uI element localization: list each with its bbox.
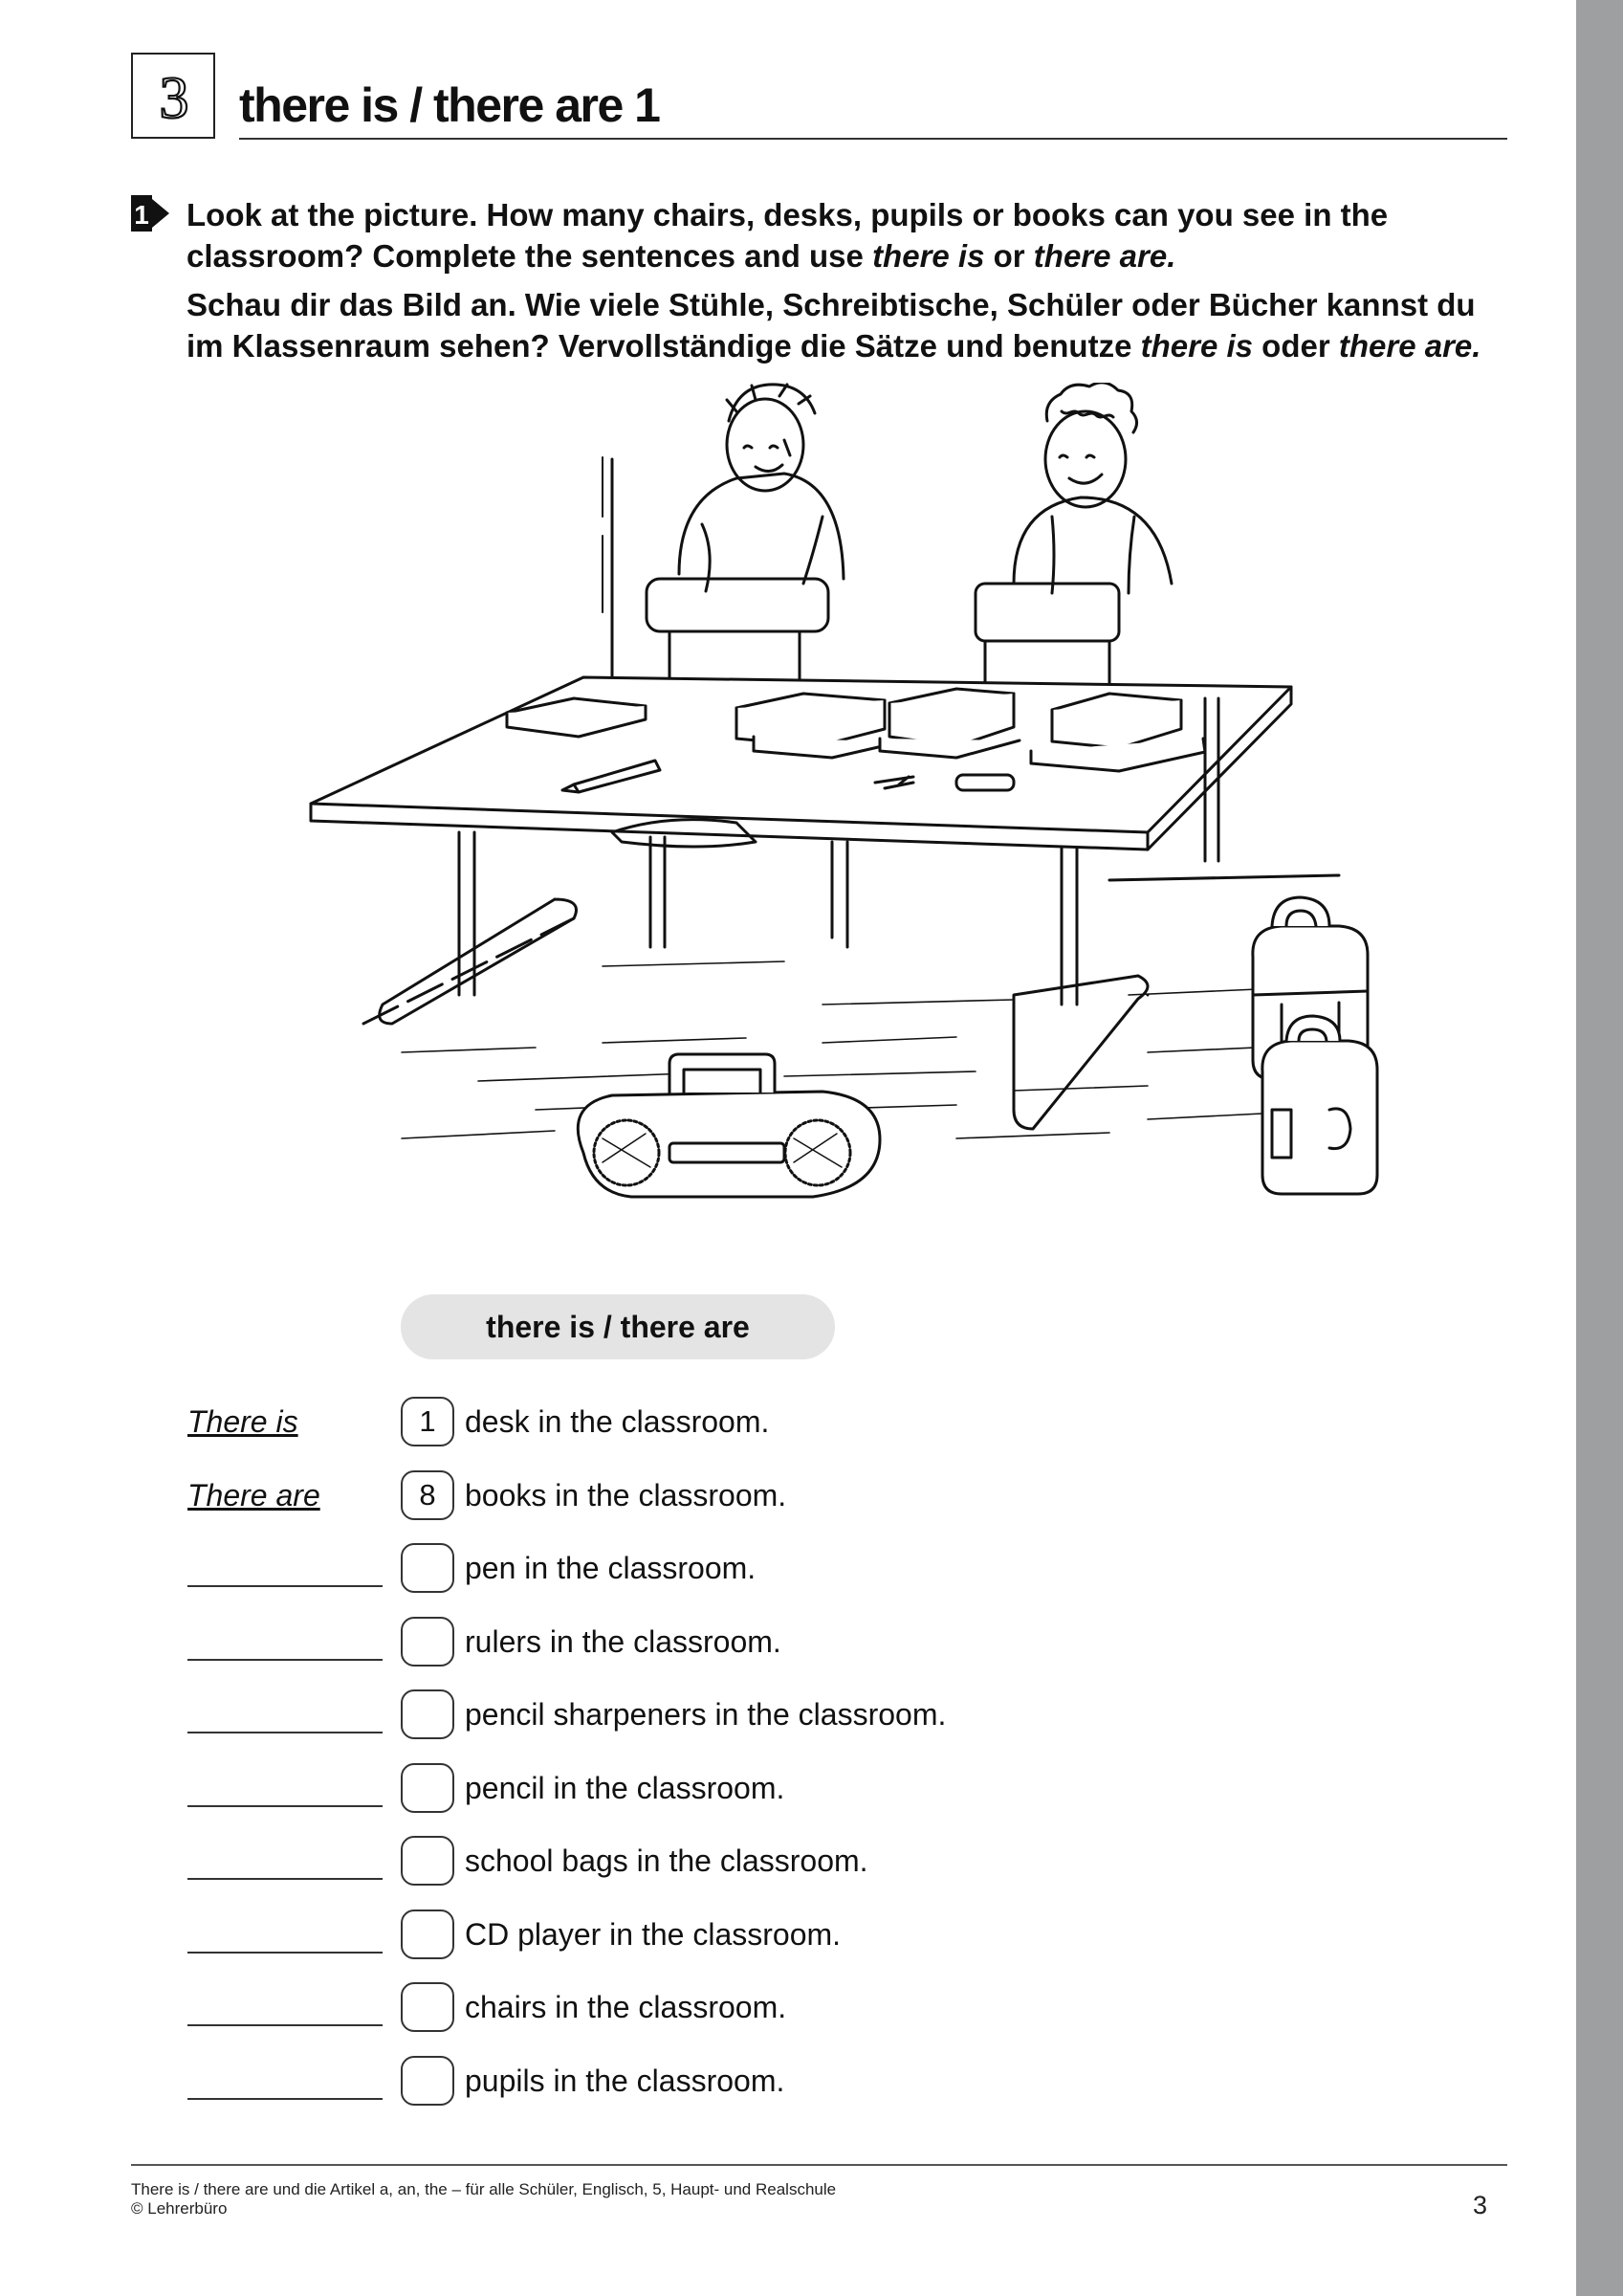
sentence-text: books in the classroom. [465, 1477, 787, 1512]
sentence-row [0, 1686, 1530, 1743]
sentence-text: pen in the classroom. [465, 1551, 757, 1585]
answer-blank[interactable] [187, 1775, 383, 1807]
sentence-row [0, 1978, 1530, 2036]
count-box[interactable] [401, 1689, 454, 1739]
answer-blank[interactable] [187, 1994, 383, 2026]
instruction-text: Look at the picture. How many chairs, desks, pupils or books can you see in the classroom? Complete the sentences and use [186, 197, 1389, 274]
instruction-english [186, 194, 1516, 276]
count-box[interactable]: 8 [401, 1470, 454, 1520]
footer-source: There is / there are und die Artikel a, an, the – für alle Schüler, Englisch, 5, Haupt- und Realschule [131, 2180, 837, 2198]
count-box[interactable] [401, 1910, 454, 1959]
sentence-text: CD player in the classroom. [465, 1916, 842, 1952]
exercise-number: 1 [134, 200, 149, 230]
instruction-text: or [984, 238, 1034, 274]
sentence-row [0, 1832, 1530, 1889]
sentence-row [0, 1467, 1530, 1524]
page-number: 3 [1473, 2191, 1488, 2219]
count-box[interactable] [401, 1982, 454, 2032]
exercise-number-icon [129, 193, 171, 233]
count-box[interactable] [401, 2056, 454, 2106]
chapter-number: 3 [159, 66, 189, 131]
answer-blank[interactable] [187, 1404, 383, 1439]
answer-text: There are [187, 1477, 320, 1512]
sentence-text: school bags in the classroom. [465, 1843, 868, 1878]
school-bags [1253, 897, 1377, 1194]
footer-text [131, 2180, 836, 2219]
title-underline [239, 138, 1507, 140]
answer-blank[interactable] [187, 2067, 383, 2100]
answer-blank[interactable] [187, 1847, 383, 1880]
sentence-text: chairs in the classroom. [465, 1990, 787, 2024]
page-title: there is / there are 1 [239, 78, 660, 132]
count-box[interactable]: 1 [401, 1397, 454, 1446]
answer-blank[interactable] [187, 1555, 383, 1587]
chapter-number-graphic [133, 55, 215, 137]
instruction-emphasis: there is [1140, 328, 1253, 364]
answer-blank[interactable] [187, 1701, 383, 1733]
instruction-emphasis: there are. [1033, 238, 1176, 274]
footer-rule [131, 2164, 1507, 2166]
sentence-row [0, 1539, 1530, 1597]
sentence-text: pupils in the classroom. [465, 2063, 785, 2098]
answer-blank[interactable] [187, 1921, 383, 1954]
footer-copyright: © Lehrerbüro [131, 2199, 228, 2218]
sentence-row [0, 1759, 1530, 1817]
count-box[interactable] [401, 1763, 454, 1813]
count-box[interactable] [401, 1836, 454, 1886]
instruction-emphasis: there are. [1338, 328, 1481, 364]
sentence-text: pencil in the classroom. [465, 1770, 785, 1805]
count-box[interactable] [401, 1617, 454, 1667]
page-side-bar [1576, 0, 1623, 2296]
sentence-row [0, 1906, 1530, 1963]
word-box: there is / there are [401, 1294, 835, 1359]
instruction-text: Schau dir das Bild an. Wie viele Stühle, Schreibtische, Schüler oder Bücher kannst du im Klassenraum sehen? Vervollständige die Sätze und benutze [186, 287, 1476, 364]
pupil-left [647, 385, 844, 689]
count-box[interactable] [401, 1543, 454, 1593]
answer-blank[interactable] [187, 1477, 383, 1512]
instruction-text: oder [1253, 328, 1339, 364]
instruction-german [186, 284, 1516, 366]
pupil-right [976, 383, 1172, 689]
chapter-number-box [131, 53, 215, 139]
instruction-emphasis: there is [872, 238, 985, 274]
sentence-text: desk in the classroom. [465, 1404, 770, 1439]
sentence-row [0, 2052, 1530, 2109]
classroom-illustration [287, 383, 1396, 1253]
sentence-row [0, 1613, 1530, 1670]
answer-blank[interactable] [187, 1628, 383, 1661]
sentence-text: pencil sharpeners in the classroom. [465, 1697, 947, 1732]
answer-text: There is [187, 1404, 298, 1439]
sentence-row [0, 1393, 1530, 1450]
sentence-text: rulers in the classroom. [465, 1623, 781, 1659]
